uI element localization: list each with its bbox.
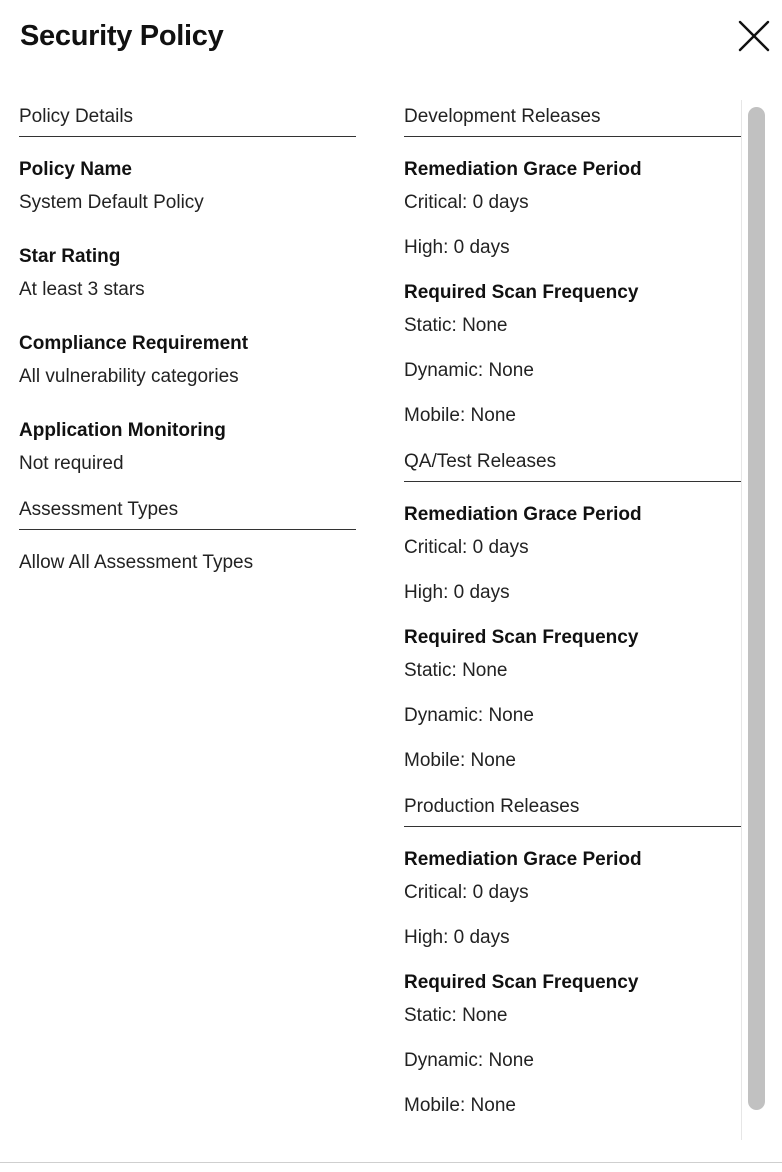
field-label: Application Monitoring [19, 420, 226, 441]
policy-name-field [19, 157, 356, 216]
assessment-types-header: Assessment Types [19, 497, 356, 530]
static-value: Static: None [404, 1005, 508, 1026]
dialog-title: Security Policy [20, 20, 224, 52]
grace-period-label: Remediation Grace Period [404, 159, 642, 180]
critical-value: Critical: 0 days [404, 192, 529, 213]
critical-value: Critical: 0 days [404, 882, 529, 903]
dynamic-value: Dynamic: None [404, 705, 534, 726]
release-section-header: Production Releases [404, 794, 741, 827]
high-value: High: 0 days [404, 237, 510, 258]
field-label: Compliance Requirement [19, 333, 249, 354]
high-value: High: 0 days [404, 582, 510, 603]
close-icon [736, 18, 772, 54]
qa-test-releases-section [404, 449, 741, 774]
compliance-requirement-field [19, 331, 356, 390]
field-value: Not required [19, 453, 124, 474]
footer-divider [0, 1162, 782, 1172]
grace-period-label: Remediation Grace Period [404, 849, 642, 870]
assessment-types-value: Allow All Assessment Types [19, 552, 254, 573]
release-section-header: Development Releases [404, 104, 741, 137]
field-value: All vulnerability categories [19, 366, 239, 387]
application-monitoring-field [19, 418, 356, 477]
scan-frequency-label: Required Scan Frequency [404, 627, 639, 648]
dynamic-value: Dynamic: None [404, 1050, 534, 1071]
policy-details-header: Policy Details [19, 104, 356, 137]
critical-value: Critical: 0 days [404, 537, 529, 558]
field-label: Policy Name [19, 159, 132, 180]
static-value: Static: None [404, 660, 508, 681]
field-value: System Default Policy [19, 192, 204, 213]
close-button[interactable] [736, 18, 772, 54]
dynamic-value: Dynamic: None [404, 360, 534, 381]
policy-details-panel [19, 104, 356, 576]
field-label: Star Rating [19, 246, 121, 267]
production-releases-section [404, 794, 741, 1119]
star-rating-field [19, 244, 356, 303]
high-value: High: 0 days [404, 927, 510, 948]
mobile-value: Mobile: None [404, 405, 516, 426]
static-value: Static: None [404, 315, 508, 336]
scan-frequency-label: Required Scan Frequency [404, 282, 639, 303]
scan-frequency-label: Required Scan Frequency [404, 972, 639, 993]
mobile-value: Mobile: None [404, 1095, 516, 1116]
grace-period-label: Remediation Grace Period [404, 504, 642, 525]
release-section-header: QA/Test Releases [404, 449, 741, 482]
mobile-value: Mobile: None [404, 750, 516, 771]
scrollbar-thumb[interactable] [748, 107, 765, 1110]
field-value: At least 3 stars [19, 279, 145, 300]
development-releases-section [404, 104, 741, 429]
release-policies-scroll-area[interactable] [404, 100, 770, 1140]
